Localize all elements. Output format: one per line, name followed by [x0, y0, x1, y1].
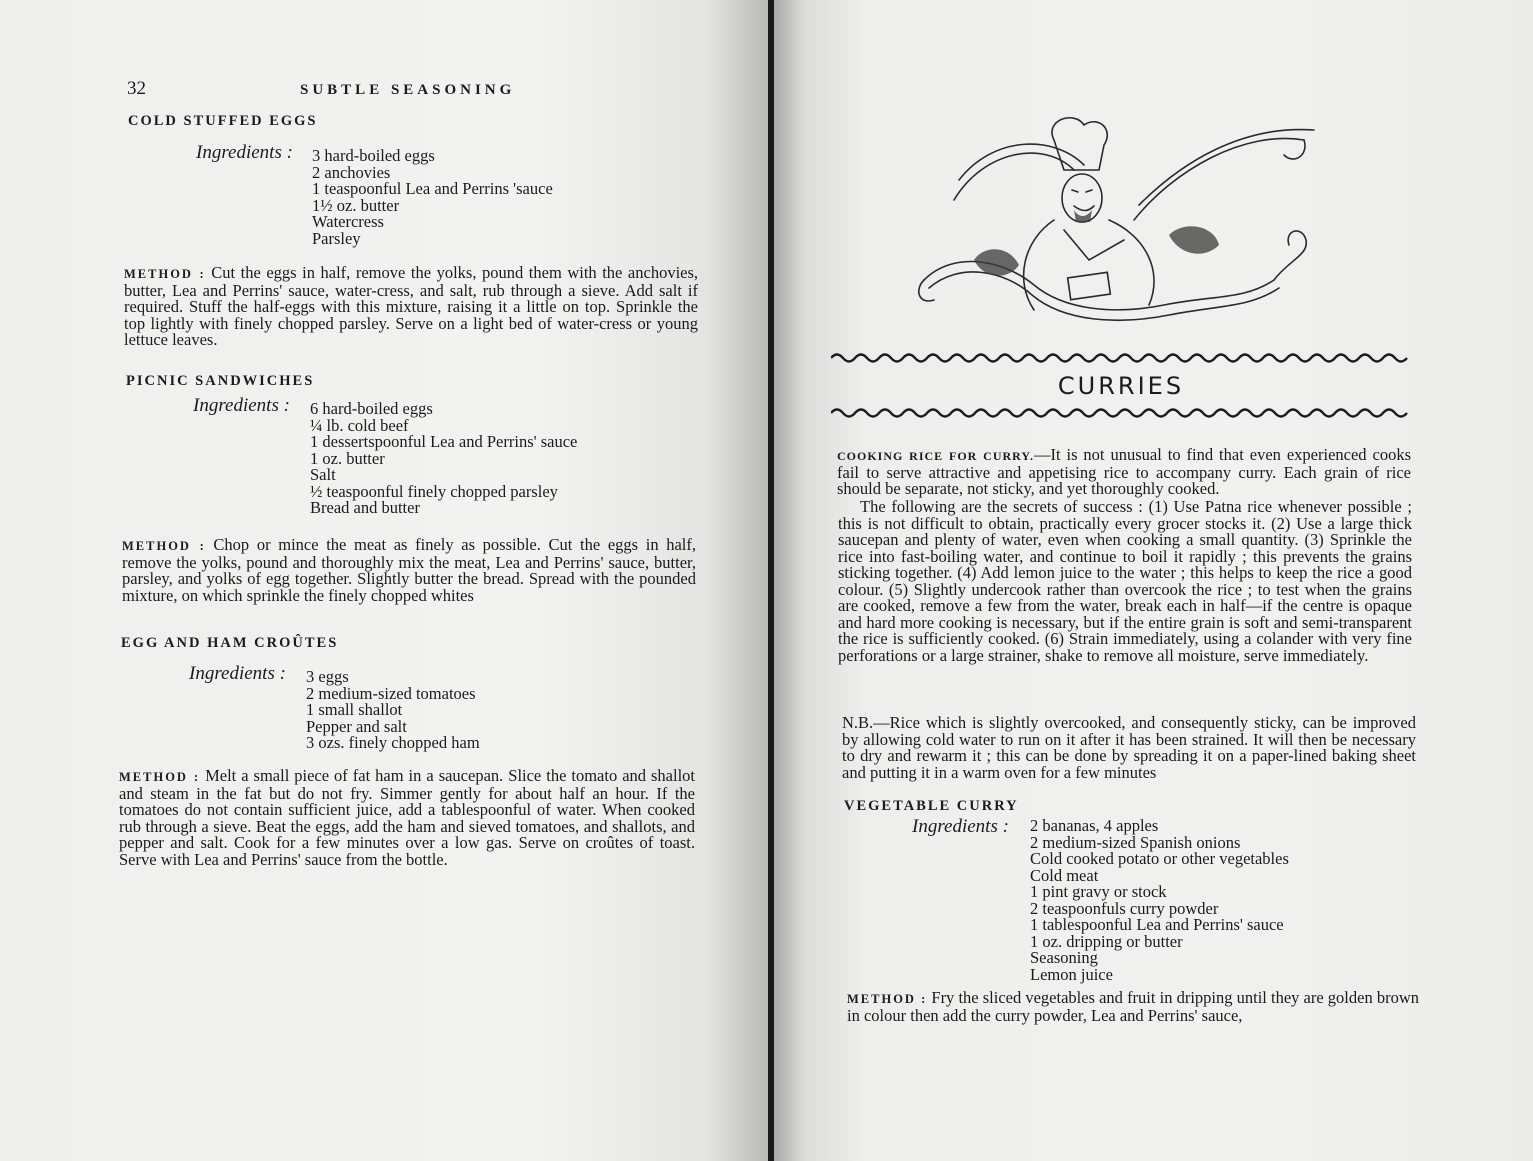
page-number: 32	[127, 78, 146, 99]
list-item: Lemon juice	[1030, 964, 1113, 984]
list-item: 3 ozs. finely chopped ham	[306, 733, 480, 752]
list-item: 1 small shallot	[306, 700, 403, 719]
ingredients-label: Ingredients :	[912, 816, 1009, 837]
ingredients-list	[1030, 818, 1289, 983]
ingredients-list	[306, 669, 480, 752]
list-item: 2 anchovies	[312, 162, 391, 182]
recipe-title: PICNIC SANDWICHES	[126, 373, 315, 389]
method-paragraph	[847, 990, 1419, 1024]
section-title: CURRIES	[1057, 372, 1185, 400]
list-item: 1 tablespoonful Lea and Perrins' sauce	[1030, 915, 1284, 934]
list-item: 1 oz. butter	[310, 448, 385, 468]
recipe-title: COLD STUFFED EGGS	[128, 113, 318, 129]
method-label: METHOD :	[122, 539, 206, 553]
list-item: 1 oz. dripping or butter	[1030, 931, 1183, 951]
list-item: Cold meat	[1030, 865, 1099, 885]
list-item: Parsley	[312, 228, 361, 248]
ingredients-label: Ingredients :	[196, 142, 293, 163]
list-item: 3 hard-boiled eggs	[312, 146, 435, 165]
list-item: Bread and butter	[310, 498, 420, 517]
ornamental-rule	[831, 406, 1411, 420]
method-text: Fry the sliced vegetables and fruit in dripping until they are golden brown in colour then add the curry powder, Lea and Perrins' sauce,	[847, 988, 1420, 1025]
method-paragraph	[124, 265, 698, 349]
ingredients-label: Ingredients :	[189, 663, 286, 684]
list-item: 2 medium-sized tomatoes	[306, 683, 476, 703]
list-item: 1 dessertspoonful Lea and Perrins' sauce	[310, 432, 578, 451]
list-item: Pepper and salt	[306, 716, 407, 736]
list-item: 2 bananas, 4 apples	[1030, 816, 1159, 835]
list-item: Cold cooked potato or other vegetables	[1030, 849, 1289, 868]
ingredients-label: Ingredients :	[193, 395, 290, 416]
list-item: 1 teaspoonful Lea and Perrins 'sauce	[312, 179, 553, 198]
list-item: 1½ oz. butter	[312, 195, 400, 215]
ingredients-list	[312, 148, 553, 247]
rice-paragraph-2: The following are the secrets of success : (1) Use Patna rice whenever possible ; this is not difficult to obtain, practically every grocer stocks it. (2) Use a large thick saucepan and plenty of water, even when cooking a small quantity. (3) Sprinkle the rice into fast-boiling water, and continue to boil it rapidly ; this prevents the grains sticking together. (4) Add lemon juice to the water ; this helps to keep the rice a good colour. (5) Slightly undercook rather than overcook the rice ; to test when the grains are cooked, remove a few from the water, break each in half—if the centre is opaque and hard more cooking is necessary, but if the entire grain is soft and semi-transparent the rice is sufficiently cooked. (6) Strain immediately, using a colander with very fine perforations or a large strainer, shake to remove all moisture, serve immediately.	[838, 497, 1412, 665]
rice-paragraph-3: N.B.—Rice which is slightly overcooked, and consequently sticky, can be improved by allowing cold water to run on it after it has been strained. It will then be necessary to dry and rewarm it ; this can be done by spreading it on a paper-lined baking sheet and putting it in a warm oven for a few minutes	[842, 713, 1416, 782]
method-paragraph	[122, 537, 696, 604]
list-item: ¼ lb. cold beef	[310, 415, 409, 435]
list-item: 3 eggs	[306, 667, 349, 686]
ornamental-rule	[831, 351, 1411, 365]
list-item: Salt	[310, 465, 336, 484]
recipe-title: EGG AND HAM CROÛTES	[121, 635, 339, 651]
method-label: METHOD :	[124, 267, 206, 281]
method-paragraph	[119, 768, 695, 868]
recipe-title: VEGETABLE CURRY	[844, 798, 1019, 814]
rice-paragraph-1	[837, 447, 1411, 498]
method-text: Melt a small piece of fat ham in a saucepan. Slice the tomato and shallot and steam in the fat but do not fry. Simmer gently for about half an hour. If the tomatoes do not contain sufficient juice, add a tablespoonful of water. When cooked rub through a sieve. Beat the eggs, add the ham and sieved tomatoes, and shallots, and pepper and salt. Cook for a few minutes over a low gas. Serve on croûtes of toast. Serve with Lea and Perrins' sauce from the bottle.	[119, 766, 695, 869]
running-head: SUBTLE SEASONING	[300, 82, 516, 98]
list-item: 2 teaspoonfuls curry powder	[1030, 898, 1219, 918]
section-label: COOKING RICE FOR CURRY.	[837, 449, 1034, 463]
method-label: METHOD :	[847, 992, 928, 1006]
method-label: METHOD :	[119, 770, 201, 784]
list-item: 2 medium-sized Spanish onions	[1030, 832, 1241, 852]
list-item: Watercress	[312, 212, 384, 231]
chef-illustration	[914, 110, 1334, 345]
ingredients-list	[310, 401, 577, 517]
method-text: Chop or mince the meat as finely as possible. Cut the eggs in half, remove the yolks, pound and thoroughly mix the meat, Lea and Perrins' sauce, butter, parsley, and yolks of egg together. Slightly butter the bread. Spread with the pounded mixture, on which sprinkle the finely chopped whites	[122, 535, 697, 605]
paragraph-text: —It is not unusual to find that even experienced cooks fail to serve attractive and appetising rice to accompany curry. Each grain of rice should be separate, not sticky, and yet thoroughly cooked.	[837, 445, 1411, 498]
right-page	[774, 0, 1533, 1161]
list-item: 6 hard-boiled eggs	[310, 399, 433, 418]
list-item: ½ teaspoonful finely chopped parsley	[310, 481, 558, 501]
method-text: Cut the eggs in half, remove the yolks, pound them with the anchovies, butter, Lea and Perrins' sauce, water-cress, and salt, rub through a sieve. Add salt if required. Stuff the half-eggs with this mixture, raising it a little on top. Sprinkle the top lightly with finely chopped parsley. Serve on a light bed of water-cress or young lettuce leaves.	[124, 263, 699, 349]
list-item: 1 pint gravy or stock	[1030, 882, 1167, 901]
list-item: Seasoning	[1030, 948, 1098, 967]
